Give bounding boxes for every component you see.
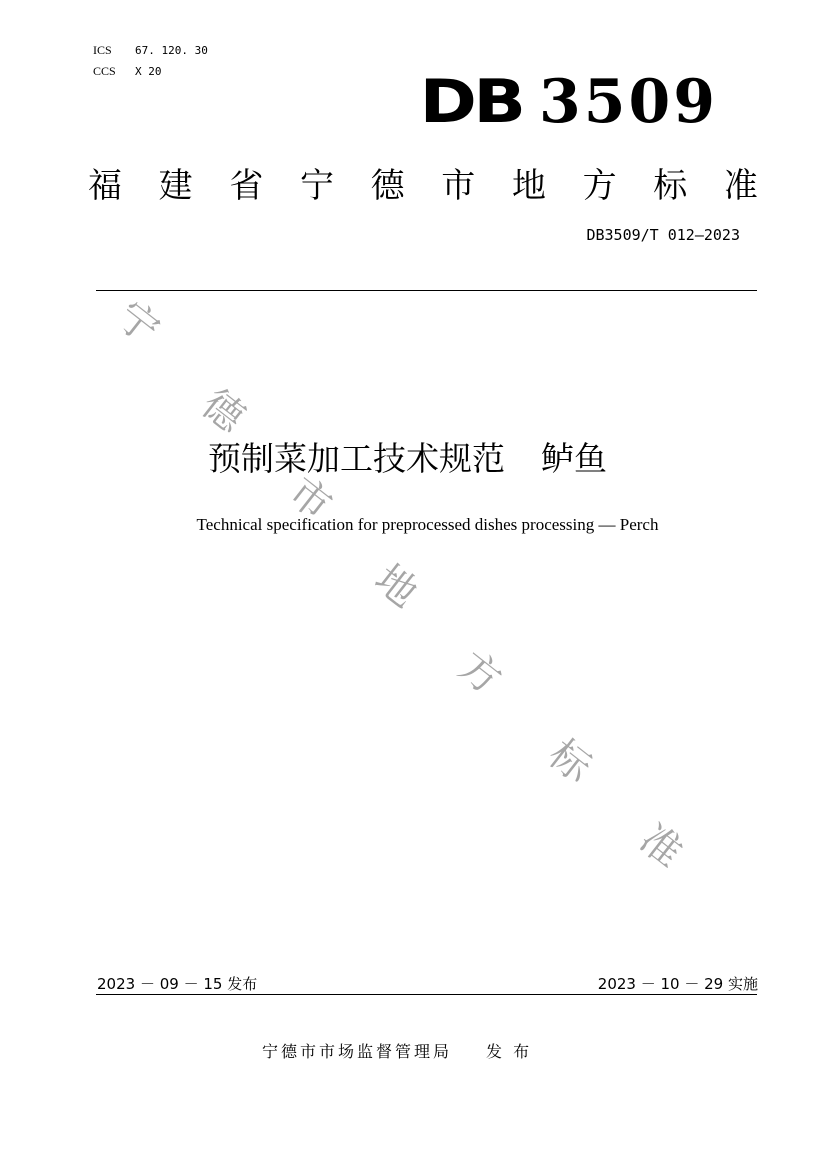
standard-title-char: 市: [441, 166, 476, 206]
standard-title-char: 福: [88, 166, 122, 206]
ccs-label: CCS: [93, 64, 116, 78]
publish-date: 2023 － 09 － 15 发布: [97, 975, 258, 993]
document-title-main: 预制菜加工技术规范: [208, 439, 505, 478]
watermark-char: 方: [449, 642, 510, 704]
watermark-char: 宁: [107, 292, 168, 354]
top-divider: [96, 290, 757, 291]
standard-codes: [93, 40, 208, 82]
db-logo: [420, 67, 718, 137]
bottom-divider: [96, 994, 757, 995]
watermark-char: 市: [279, 468, 340, 530]
document-title-subject: 鲈鱼: [541, 439, 607, 478]
standard-title-char: 建: [158, 166, 193, 206]
standard-title-char: 地: [511, 166, 546, 206]
watermark-char: 标: [539, 730, 600, 792]
document-english-title: Technical specification for preprocessed dishes processing — Perch: [196, 515, 659, 534]
standard-title: [88, 166, 758, 206]
document-title: [0, 438, 815, 480]
standard-title-char: 方: [582, 166, 617, 206]
standard-title-char: 德: [370, 166, 405, 206]
db-logo-number: 3509: [539, 67, 718, 137]
issuer-name: 宁德市市场监督管理局: [262, 1042, 453, 1061]
ics-row: [93, 40, 208, 61]
ccs-value: X 20: [135, 65, 162, 78]
standard-title-char: 准: [723, 166, 758, 206]
issuer-line: [262, 1039, 532, 1062]
ics-label: ICS: [93, 43, 112, 57]
watermark-char: 准: [630, 815, 691, 877]
watermark-char: 德: [192, 380, 253, 442]
ics-value: 67. 120. 30: [135, 44, 208, 57]
ccs-row: [93, 61, 208, 82]
standard-title-char: 标: [653, 166, 688, 206]
standard-title-char: 省: [229, 166, 264, 206]
watermark-char: 地: [365, 555, 426, 617]
db-logo-mark: DB: [420, 67, 523, 137]
standard-title-char: 宁: [299, 166, 334, 206]
issuer-action: 发 布: [486, 1042, 533, 1061]
standard-number: DB3509/T 012—2023: [586, 226, 740, 244]
implement-date: 2023 － 10 － 29 实施: [597, 975, 758, 993]
